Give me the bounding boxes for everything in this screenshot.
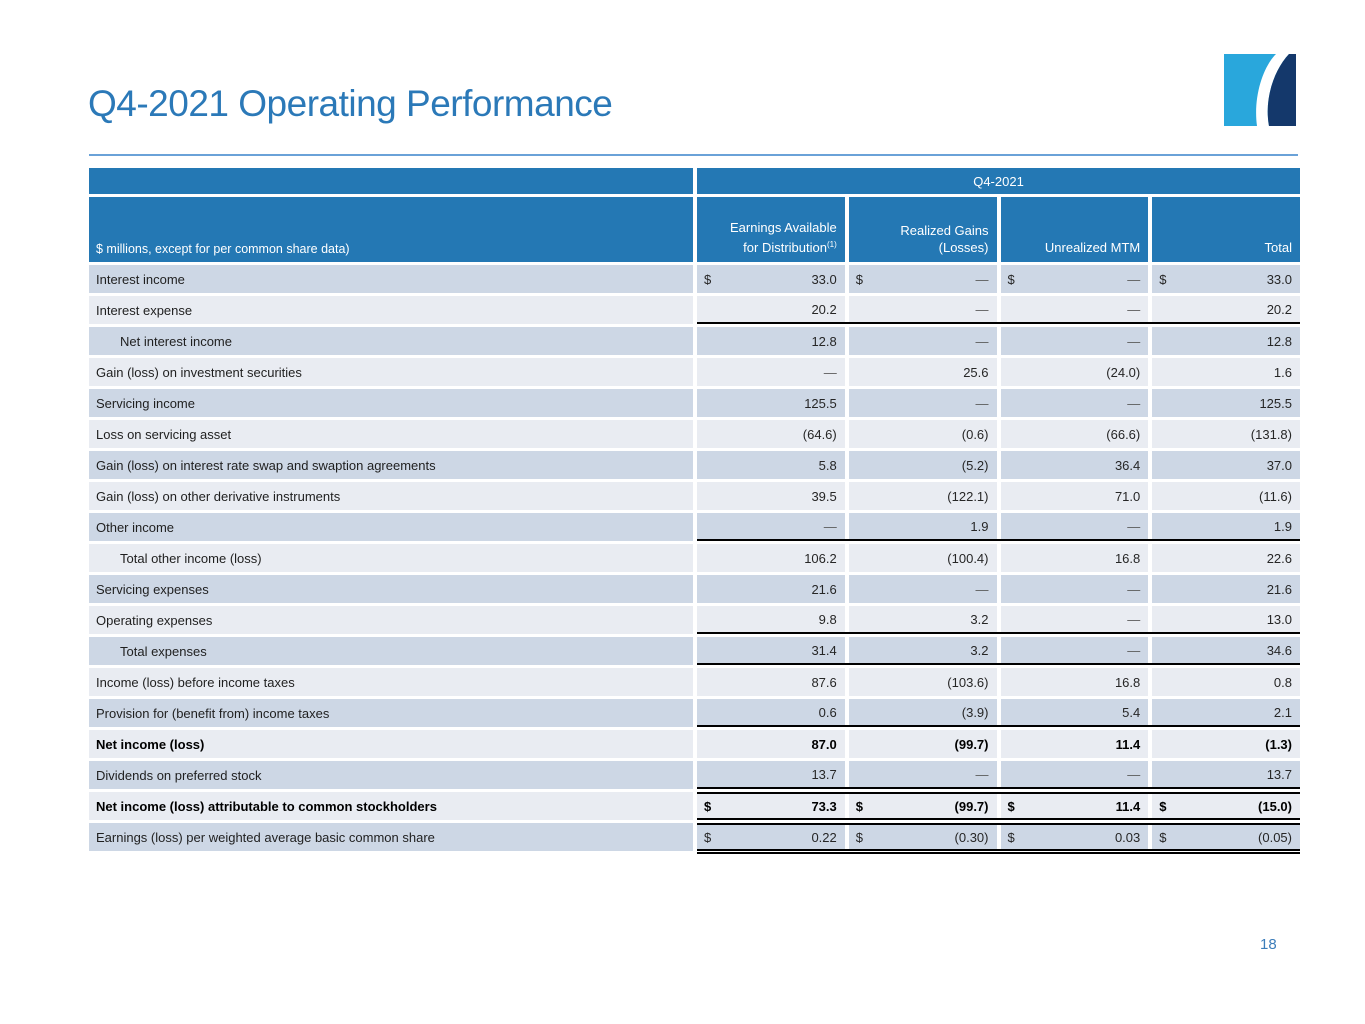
column-header-line: (Losses)	[938, 240, 989, 255]
cell-value: —	[823, 364, 837, 380]
cell-value: (122.1)	[947, 488, 989, 504]
table-cell	[697, 699, 845, 725]
table-cell	[849, 668, 997, 696]
column-header-line: Total	[1264, 240, 1292, 255]
table-cell	[1152, 606, 1300, 632]
table-row	[89, 544, 1300, 572]
column-header-line: for Distribution$^{(1)}$	[743, 240, 837, 255]
cell-value: 34.6	[1266, 642, 1292, 658]
row-values	[697, 823, 1300, 851]
table-cell	[849, 389, 997, 417]
row-label: Gain (loss) on interest rate swap and swaption agreements	[89, 451, 693, 479]
cell-value: —	[975, 271, 989, 287]
table-row	[89, 761, 1300, 789]
cell-value: —	[1127, 333, 1141, 349]
column-header-line: Earnings Available	[730, 220, 837, 235]
cell-value: (100.4)	[947, 550, 989, 566]
cell-value: 16.8	[1114, 550, 1141, 566]
dollar-sign: $	[1159, 271, 1167, 287]
table-cell	[1001, 761, 1149, 787]
cell-value: 0.22	[811, 829, 837, 845]
table-cell	[697, 730, 845, 758]
row-values	[697, 544, 1300, 572]
cell-value: 13.7	[811, 766, 837, 782]
cell-value: —	[975, 395, 989, 411]
table-row	[89, 265, 1300, 293]
table-cell	[849, 761, 997, 787]
table-cell	[1001, 358, 1149, 386]
table-cell	[849, 699, 997, 725]
table-cell	[1152, 389, 1300, 417]
cell-value: 20.2	[1266, 301, 1292, 317]
table-cell	[1152, 825, 1300, 849]
cell-value: 11.4	[1115, 736, 1141, 752]
cell-value: 9.8	[818, 611, 837, 627]
table-cell	[697, 637, 845, 663]
table-cell	[697, 761, 845, 787]
cell-value: —	[1127, 581, 1141, 597]
row-values	[697, 327, 1300, 355]
row-values	[697, 637, 1300, 665]
column-header-unrealized	[1001, 197, 1149, 262]
table-cell	[849, 825, 997, 849]
row-label: Net interest income	[89, 327, 693, 355]
cell-value: 12.8	[811, 333, 837, 349]
cell-value: 1.9	[970, 518, 989, 534]
table-cell	[849, 296, 997, 322]
row-values	[697, 420, 1300, 448]
table-cell	[849, 513, 997, 539]
cell-value: 25.6	[963, 364, 989, 380]
cell-value: 0.6	[818, 704, 837, 720]
operating-performance-table	[89, 168, 1300, 854]
table-cell	[1001, 825, 1149, 849]
table-row	[89, 389, 1300, 417]
table-cell	[1152, 451, 1300, 479]
table-cell	[1152, 358, 1300, 386]
table-cell	[1001, 544, 1149, 572]
table-cell	[697, 668, 845, 696]
row-label: Operating expenses	[89, 606, 693, 634]
column-header-realized	[849, 197, 997, 262]
table-cell	[1152, 699, 1300, 725]
cell-value: (24.0)	[1106, 364, 1141, 380]
cell-value: (64.6)	[802, 426, 837, 442]
cell-value: 21.6	[1266, 581, 1292, 597]
dollar-sign: $	[1007, 829, 1015, 845]
table-cell	[849, 265, 997, 293]
table-cell	[1152, 761, 1300, 787]
cell-value: (131.8)	[1250, 426, 1292, 442]
cell-value: (0.6)	[961, 426, 989, 442]
dollar-sign: $	[855, 798, 863, 814]
table-cell	[697, 513, 845, 539]
table-cell	[849, 451, 997, 479]
table-cell	[697, 358, 845, 386]
row-values	[697, 265, 1300, 293]
column-headers	[697, 197, 1300, 262]
table-cell	[1001, 513, 1149, 539]
cell-value: —	[1127, 611, 1141, 627]
cell-value: 5.8	[818, 457, 837, 473]
table-cell	[1001, 606, 1149, 632]
cell-value: 5.4	[1122, 704, 1141, 720]
table-cell	[849, 730, 997, 758]
page-number: 18	[1260, 936, 1277, 953]
row-values	[697, 668, 1300, 696]
row-label: Net income (loss) attributable to common stockholders	[89, 792, 693, 820]
cell-value: (0.05)	[1258, 829, 1292, 845]
dollar-sign: $	[1159, 798, 1167, 814]
table-row	[89, 730, 1300, 758]
table-cell	[1152, 513, 1300, 539]
row-values	[697, 451, 1300, 479]
row-values	[697, 513, 1300, 541]
table-cell	[849, 575, 997, 603]
company-logo-icon	[1224, 54, 1296, 126]
table-header-period-row	[89, 168, 1300, 194]
table-row	[89, 358, 1300, 386]
table-row	[89, 451, 1300, 479]
dollar-sign: $	[1159, 829, 1167, 845]
table-cell	[697, 606, 845, 632]
row-label: Servicing income	[89, 389, 693, 417]
table-cell	[697, 451, 845, 479]
cell-value: (0.30)	[954, 829, 989, 845]
cell-value: —	[1127, 642, 1141, 658]
table-row	[89, 792, 1300, 820]
cell-value: 33.0	[811, 271, 837, 287]
row-label: Dividends on preferred stock	[89, 761, 693, 789]
cell-value: —	[1127, 301, 1141, 317]
cell-value: 2.1	[1273, 704, 1292, 720]
table-cell	[1152, 668, 1300, 696]
table-row	[89, 513, 1300, 541]
table-row	[89, 420, 1300, 448]
table-cell	[697, 389, 845, 417]
dollar-sign: $	[704, 829, 712, 845]
cell-value: 106.2	[804, 550, 837, 566]
table-cell	[1152, 265, 1300, 293]
row-label: Interest income	[89, 265, 693, 293]
table-cell	[1001, 389, 1149, 417]
table-row	[89, 699, 1300, 727]
cell-value: —	[1127, 395, 1141, 411]
table-cell	[849, 606, 997, 632]
row-label: Earnings (loss) per weighted average basic common share	[89, 823, 693, 851]
table-cell	[697, 296, 845, 322]
table-cell	[849, 637, 997, 663]
cell-value: 31.4	[811, 642, 837, 658]
cell-value: —	[975, 301, 989, 317]
row-label: Gain (loss) on other derivative instruments	[89, 482, 693, 510]
table-cell	[1152, 575, 1300, 603]
cell-value: 33.0	[1266, 271, 1292, 287]
table-cell	[697, 825, 845, 849]
cell-value: 36.4	[1114, 457, 1141, 473]
cell-value: 125.5	[804, 395, 837, 411]
table-cell	[849, 544, 997, 572]
table-cell	[1001, 420, 1149, 448]
row-label: Provision for (benefit from) income taxes	[89, 699, 693, 727]
cell-value: 0.8	[1273, 674, 1292, 690]
cell-value: 20.2	[811, 301, 837, 317]
cell-value: 1.9	[1273, 518, 1292, 534]
table-row	[89, 637, 1300, 665]
table-cell	[849, 420, 997, 448]
table-row	[89, 606, 1300, 634]
dollar-sign: $	[704, 798, 712, 814]
table-cell	[849, 482, 997, 510]
table-cell	[1001, 794, 1149, 818]
table-cell	[849, 358, 997, 386]
row-values	[697, 296, 1300, 324]
table-cell	[1152, 730, 1300, 758]
row-values	[697, 358, 1300, 386]
table-cell	[1001, 668, 1149, 696]
cell-value: 13.7	[1266, 766, 1292, 782]
title-divider	[89, 154, 1298, 156]
table-cell	[697, 482, 845, 510]
cell-value: 87.6	[811, 674, 837, 690]
cell-value: (103.6)	[947, 674, 989, 690]
row-label: Income (loss) before income taxes	[89, 668, 693, 696]
cell-value: 125.5	[1259, 395, 1292, 411]
table-cell	[697, 420, 845, 448]
cell-value: (99.7)	[954, 736, 989, 752]
cell-value: 16.8	[1114, 674, 1141, 690]
cell-value: 13.0	[1266, 611, 1292, 627]
row-label: Net income (loss)	[89, 730, 693, 758]
cell-value: 39.5	[811, 488, 837, 504]
cell-value: 12.8	[1266, 333, 1292, 349]
row-values	[697, 575, 1300, 603]
cell-value: (66.6)	[1106, 426, 1141, 442]
row-label: Gain (loss) on investment securities	[89, 358, 693, 386]
cell-value: 0.03	[1114, 829, 1141, 845]
cell-value: 3.2	[970, 611, 989, 627]
cell-value: —	[975, 581, 989, 597]
table-cell	[1001, 327, 1149, 355]
unit-note: $ millions, except for per common share data)	[89, 197, 693, 262]
table-cell	[849, 327, 997, 355]
page-title: Q4-2021 Operating Performance	[88, 83, 613, 124]
cell-value: —	[823, 518, 837, 534]
row-values	[697, 389, 1300, 417]
row-values	[697, 606, 1300, 634]
cell-value: 71.0	[1114, 488, 1141, 504]
cell-value: 22.6	[1266, 550, 1292, 566]
table-row	[89, 668, 1300, 696]
header-corner-cell	[89, 168, 693, 194]
row-label: Total other income (loss)	[89, 544, 693, 572]
row-values	[697, 730, 1300, 758]
row-label: Loss on servicing asset	[89, 420, 693, 448]
column-header-line: Unrealized MTM	[1044, 240, 1141, 255]
table-cell	[1001, 296, 1149, 322]
cell-value: 21.6	[811, 581, 837, 597]
table-cell	[1152, 296, 1300, 322]
table-cell	[1152, 327, 1300, 355]
dollar-sign: $	[1007, 798, 1015, 814]
table-cell	[1001, 637, 1149, 663]
cell-value: (5.2)	[961, 457, 989, 473]
table-row	[89, 823, 1300, 851]
period-header: Q4-2021	[697, 168, 1300, 194]
table-cell	[697, 575, 845, 603]
footnote-marker: (1)	[826, 240, 837, 249]
table-row	[89, 482, 1300, 510]
cell-value: (3.9)	[961, 704, 989, 720]
cell-value: —	[1127, 271, 1141, 287]
table-cell	[849, 794, 997, 818]
cell-value: (11.6)	[1259, 488, 1292, 504]
table-cell	[1152, 482, 1300, 510]
cell-value: —	[1127, 518, 1141, 534]
table-cell	[1152, 637, 1300, 663]
cell-value: 87.0	[811, 736, 837, 752]
column-header-ead	[697, 197, 845, 262]
cell-value: (99.7)	[954, 798, 989, 814]
table-cell	[1001, 482, 1149, 510]
table-cell	[1001, 699, 1149, 725]
table-cell	[697, 265, 845, 293]
row-label: Other income	[89, 513, 693, 541]
row-values	[697, 761, 1300, 789]
cell-value: 3.2	[970, 642, 989, 658]
table-row	[89, 296, 1300, 324]
table-cell	[1152, 794, 1300, 818]
table-cell	[1152, 544, 1300, 572]
dollar-sign: $	[1007, 271, 1015, 287]
dollar-sign: $	[855, 271, 863, 287]
table-cell	[697, 794, 845, 818]
cell-value: (1.3)	[1265, 736, 1292, 752]
table-row	[89, 575, 1300, 603]
table-cell	[697, 544, 845, 572]
table-row	[89, 327, 1300, 355]
table-cell	[1152, 420, 1300, 448]
dollar-sign: $	[704, 271, 712, 287]
table-cell	[697, 327, 845, 355]
table-cell	[1001, 265, 1149, 293]
row-values	[697, 792, 1300, 820]
row-values	[697, 699, 1300, 727]
cell-value: —	[1127, 766, 1141, 782]
row-values	[697, 482, 1300, 510]
cell-value: 73.3	[811, 798, 837, 814]
column-header-total	[1152, 197, 1300, 262]
table-header-columns-row	[89, 197, 1300, 262]
dollar-sign: $	[855, 829, 863, 845]
cell-value: 1.6	[1273, 364, 1292, 380]
row-label: Servicing expenses	[89, 575, 693, 603]
cell-value: (15.0)	[1258, 798, 1292, 814]
cell-value: —	[975, 333, 989, 349]
table-cell	[1001, 730, 1149, 758]
row-label: Interest expense	[89, 296, 693, 324]
cell-value: 37.0	[1266, 457, 1292, 473]
row-label: Total expenses	[89, 637, 693, 665]
cell-value: 11.4	[1115, 798, 1141, 814]
column-header-line: Realized Gains	[900, 223, 989, 238]
cell-value: —	[975, 766, 989, 782]
table-cell	[1001, 575, 1149, 603]
table-cell	[1001, 451, 1149, 479]
